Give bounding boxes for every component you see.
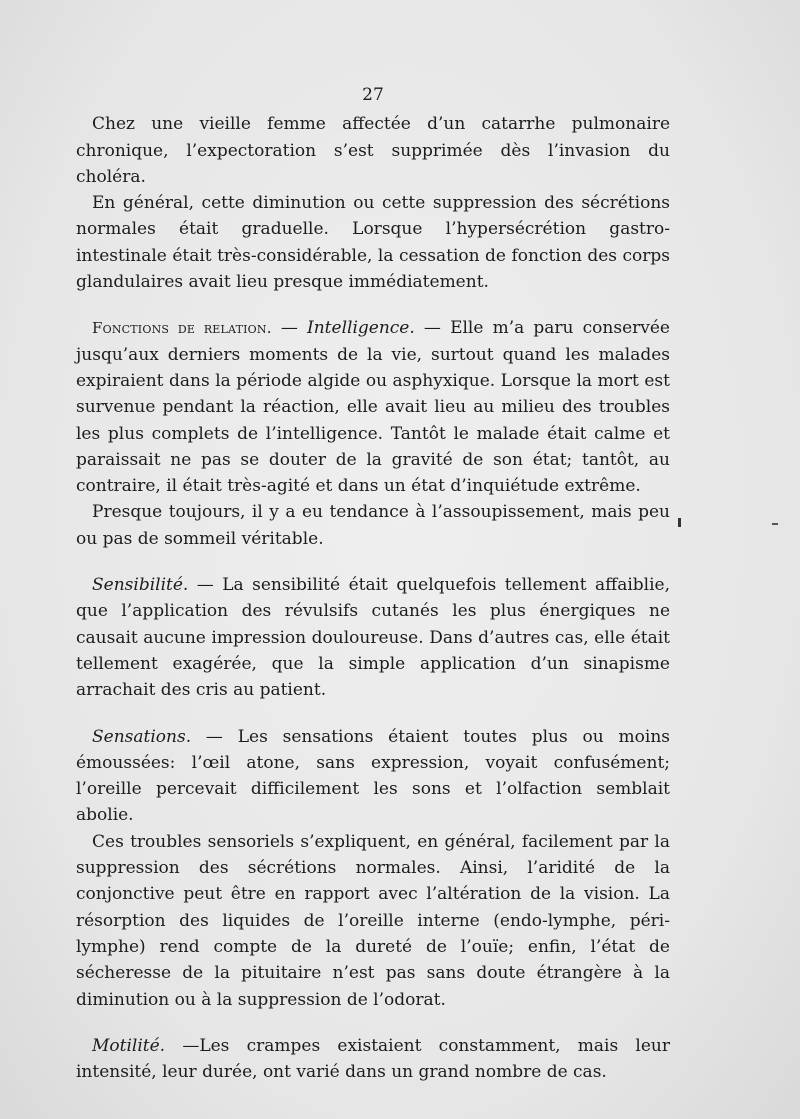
motilite-text: —Les crampes existaient constamment, mais leur intensité, leur durée, ont varié dans un grand nombre de cas. <box>76 1035 670 1083</box>
subsection-heading-intelligence: Intelligence. <box>307 318 415 339</box>
subsection-heading-sensations: Sensations. <box>92 726 192 747</box>
page-number: 27 <box>362 85 384 105</box>
intelligence-text: — Elle m’a paru conservée jusqu’aux derniers moments de la vie, surtout quand les malades expiraient dans la période algide ou asphyxique. Lorsque la mort est survenue pendant la réaction, elle avait lieu au milieu des troubles les plus complets de l’intelligence. Tantôt le malade était calme et paraissait ne pas se douter de la gravité de son état; tantôt, au contraire, il était très-agité et dans un état d’inquiétude extrême. <box>76 318 670 497</box>
page-body <box>76 82 670 1085</box>
paragraph-assoupissement: Presque toujours, il y a eu tendance à l’assoupissement, mais peu ou pas de sommeil véritable. <box>76 502 670 549</box>
paragraph-sensibilite <box>76 572 670 703</box>
sensations-text: — Les sensations étaient toutes plus ou moins émoussées: l’œil atone, sans expression, voyait confusément; l’oreille percevait difficilement les sons et l’olfaction semblait abolie. <box>76 726 670 826</box>
paragraph-intelligence <box>76 315 670 499</box>
subsection-heading-motilite: Motilité. <box>92 1035 166 1056</box>
subsection-heading-sensibilite: Sensibilité. <box>92 575 189 596</box>
sensibilite-text: — La sensibilité était quelquefois tellement affaiblie, que l’application des révulsifs cutanés les plus énergiques ne causait aucune impression douloureuse. Dans d’autres cas, elle était tellement exagérée, que la simple application d’un sinapisme arrachait des cris au patient. <box>76 575 670 701</box>
edge-mark <box>678 518 681 527</box>
paragraph-expectoration: Chez une vieille femme affectée d’un catarrhe pulmonaire chronique, l’expectoration s’est supprimée dès l’invasion du choléra. <box>76 114 670 187</box>
paragraph-sensations <box>76 724 670 829</box>
paragraph-troubles-sensoriels: Ces troubles sensoriels s’expliquent, en général, facilement par la suppression des sécrétions normales. Ainsi, l’aridité de la conjonctive peut être en rapport avec l’altération de la vision. La résorption des liquides de l’oreille interne (endo-lymphe, péri-lymphe) rend compte de la dureté de l’ouïe; enfin, l’état de sécheresse de la pituitaire n’est pas sans doute étrangère à la diminution ou à la suppression de l’odorat. <box>76 831 670 1010</box>
section-heading-fonctions: Fonctions de relation. <box>92 319 272 338</box>
paragraph-motilite <box>76 1033 670 1086</box>
edge-mark <box>772 523 778 525</box>
heading-dash: — <box>271 318 308 339</box>
paragraph-secretions: En général, cette diminution ou cette suppression des sécrétions normales était graduelle. Lorsque l’hypersécrétion gastro-intestinale était très-considérable, la cessation de fonction des corps glandulaires avait lieu presque immédiatement. <box>76 193 670 293</box>
